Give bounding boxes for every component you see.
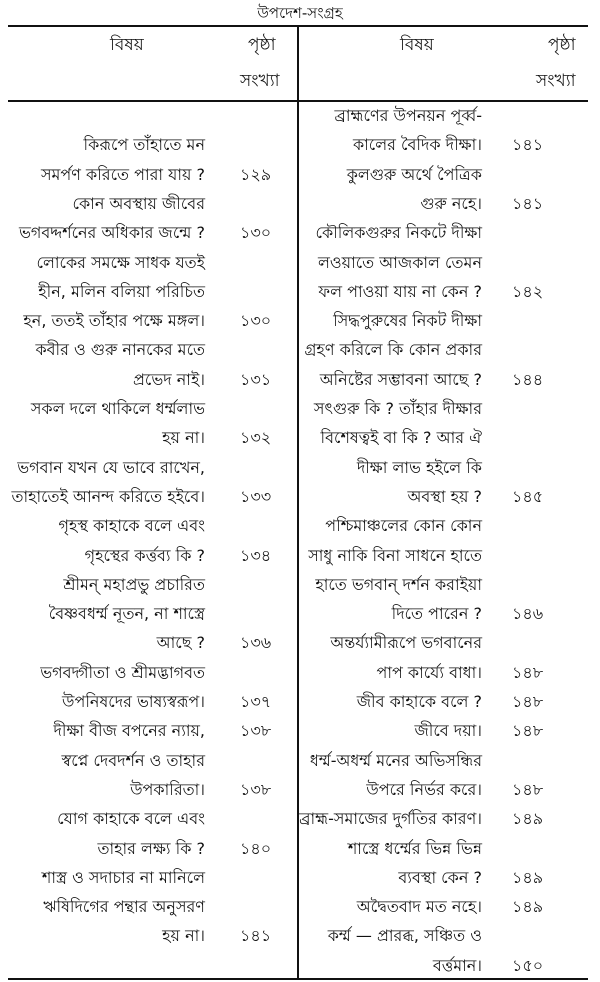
left-entry-text: লোকের সমক্ষে সাধক যতই xyxy=(36,252,205,272)
right-entry-page: ১৪৫ xyxy=(512,486,544,506)
left-entry-text: শ্রীমন্ মহাপ্রভু প্রচারিত xyxy=(63,574,205,594)
right-entry-text: বর্ত্তমান। xyxy=(432,955,482,975)
left-entry-text: গৃহস্থ কাহাকে বলে এবং xyxy=(58,516,205,536)
right-entry-text: ফল পাওয়া যায় না কেন ? xyxy=(318,281,482,301)
left-entry-text: ভগবদ্গীতা ও শ্রীমদ্ভাগবত xyxy=(40,662,205,682)
left-entry-text: যোগ কাহাকে বলে এবং xyxy=(57,809,205,829)
left-entry-page: ১৩৩ xyxy=(240,486,272,506)
left-entry-text: কবীর ও গুরু নানকের মতে xyxy=(35,340,205,360)
right-entry-page: ১৪৮ xyxy=(512,721,544,741)
right-entry-text: ব্যবস্থা কেন ? xyxy=(398,867,482,887)
right-entry-text: সিদ্ধপুরুষের নিকট দীক্ষা xyxy=(333,311,482,331)
left-entry-text: বৈষ্ণবধর্ম্ম নূতন, না শাস্ত্রে xyxy=(48,604,205,624)
right-entry-text: কুলগুরু অর্থে পৈত্রিক xyxy=(346,164,482,184)
right-entry-text: সৎগুরু কি ? তাঁহার দীক্ষার xyxy=(313,399,482,418)
right-entry-page: ১৪৯ xyxy=(512,867,544,887)
header-subject-right: বিষয় xyxy=(400,35,434,55)
left-entry-text: প্রভেদ নাই। xyxy=(132,369,205,389)
header-subject-left: বিষয় xyxy=(110,35,144,55)
left-entry-text: কোন অবস্থায় জীবের xyxy=(72,193,205,213)
header-page-right: পৃষ্ঠা xyxy=(548,35,576,55)
right-entry-text: সাধু নাকি বিনা সাধনে হাতে xyxy=(308,545,482,565)
right-entry-text: কর্ম্ম — প্রারব্ধ, সঞ্চিত ও xyxy=(327,926,482,946)
header-rule xyxy=(8,100,588,102)
left-entry-text: হয় না। xyxy=(162,428,205,448)
column-divider xyxy=(297,26,299,978)
left-entry-text: গৃহস্থের কর্ত্তব্য কি ? xyxy=(84,545,205,565)
left-entry-text: হয় না। xyxy=(162,926,205,946)
left-entry-text: হীন, মলিন বলিয়া পরিচিত xyxy=(38,281,205,301)
right-entry-text: গুরু নহে। xyxy=(420,193,482,213)
right-entry-text: লওয়াতে আজকাল তেমন xyxy=(317,252,482,272)
left-entry-text: সমর্পণ করিতে পারা যায় ? xyxy=(40,164,205,184)
right-entry-page: ১৪৬ xyxy=(512,604,544,624)
left-entry-page: ১৩০ xyxy=(240,311,272,331)
right-entry-page: ১৪৮ xyxy=(512,662,544,682)
left-entry-page: ১৩২ xyxy=(240,428,272,448)
left-entry-text: ঋষিদিগের পন্থার অনুসরণ xyxy=(43,897,205,917)
right-entry-text: উপরে নির্ভর করে। xyxy=(366,779,482,799)
left-entry-page: ১৩০ xyxy=(240,223,272,243)
left-entry-text: তাহার লক্ষ্য কি ? xyxy=(97,838,205,858)
right-entry-text: পাপ কার্য্যে বাধা। xyxy=(376,662,482,682)
left-entry-text: সকল দলে থাকিলে ধর্ম্মলাভ xyxy=(30,399,205,418)
left-entry-text: স্বপ্নে দেবদর্শন ও তাহার xyxy=(61,750,205,770)
left-entry-page: ১৩৭ xyxy=(240,692,272,711)
left-entry-page: ১৩৬ xyxy=(240,633,272,653)
right-entry-text: শাস্ত্রে ধর্ম্মের ভিন্ন ভিন্ন xyxy=(347,838,482,858)
left-entry-text: দীক্ষা বীজ বপনের ন্যায়, xyxy=(53,721,205,741)
right-entry-page: ১৪২ xyxy=(512,281,544,301)
right-entry-page: ১৪৮ xyxy=(512,779,544,799)
right-entry-page: ১৪৯ xyxy=(512,897,544,917)
header-page-right-2: সংখ্যা xyxy=(536,71,576,91)
right-entry-text: ব্রাহ্মণের উপনয়ন পূর্ব্ব- xyxy=(334,106,482,125)
left-entry-text: শাস্ত্র ও সদাচার না মানিলে xyxy=(41,867,205,887)
left-entry-page: ১৩৮ xyxy=(240,779,272,799)
page-title: উপদেশ-সংগ্রহ xyxy=(257,4,343,22)
left-entry-text: ভগবান যখন যে ভাবে রাখেন, xyxy=(17,457,205,477)
right-entry-text: অদ্বৈতবাদ মত নহে। xyxy=(356,897,482,917)
right-entry-text: দীক্ষা লাভ হইলে কি xyxy=(356,457,482,477)
left-entry-text: তাহাতেই আনন্দ করিতে হইবে। xyxy=(11,486,205,506)
left-entry-text: ভগবদ্দর্শনের অধিকার জন্মে ? xyxy=(18,223,205,243)
left-entry-text: উপনিষদের ভাষ্যস্বরূপ। xyxy=(62,692,205,711)
right-entry-text: দিতে পারেন ? xyxy=(391,604,482,624)
right-entry-text: ধর্ম্ম-অধর্ম্ম মনের অভিসন্ধির xyxy=(309,750,482,770)
right-entry-text: অনিষ্টের সম্ভাবনা আছে ? xyxy=(319,369,482,389)
left-entry-text: কিরূপে তাঁহাতে মন xyxy=(83,135,205,155)
left-entry-page: ১৩৪ xyxy=(240,545,272,565)
header-page-left: পৃষ্ঠা xyxy=(248,35,276,55)
left-entry-text: উপকারিতা। xyxy=(130,779,205,799)
header-page-left-2: সংখ্যা xyxy=(240,71,280,91)
right-entry-text: জীবে দয়া। xyxy=(414,721,482,741)
left-entry-text: আছে ? xyxy=(156,633,205,653)
right-entry-page: ১৫০ xyxy=(512,955,544,975)
right-entry-page: ১৪১ xyxy=(512,193,544,213)
right-entry-page: ১৪৮ xyxy=(512,692,544,711)
right-entry-text: হাতে ভগবান্ দর্শন করাইয়া xyxy=(315,574,482,594)
right-entry-text: অবস্থা হয় ? xyxy=(407,486,482,506)
bottom-rule xyxy=(8,978,588,980)
left-entry-page: ১৪১ xyxy=(240,926,272,946)
right-entry-text: গ্রহণ করিলে কি কোন প্রকার xyxy=(304,340,482,360)
right-entry-page: ১৪৯ xyxy=(512,809,544,829)
right-entry-text: কৌলিকগুরুর নিকটে দীক্ষা xyxy=(315,223,482,243)
right-entry-text: ব্রাহ্ম-সমাজের দুর্গতির কারণ। xyxy=(299,809,482,829)
left-entry-page: ১২৯ xyxy=(240,164,272,184)
right-entry-text: বিশেষত্বই বা কি ? আর ঐ xyxy=(320,428,482,448)
right-entry-text: কালের বৈদিক দীক্ষা। xyxy=(352,135,482,155)
right-entry-text: জীব কাহাকে বলে ? xyxy=(356,692,482,711)
right-entry-page: ১৪১ xyxy=(512,135,544,155)
left-entry-page: ১৩৮ xyxy=(240,721,272,741)
right-entry-text: পশ্চিমাঞ্চলের কোন কোন xyxy=(325,516,482,536)
left-entry-page: ১৩১ xyxy=(240,369,272,389)
right-entry-text: অন্তর্য্যামীরূপে ভগবানের xyxy=(330,633,482,653)
right-entry-page: ১৪৪ xyxy=(512,369,544,389)
left-entry-text: হন, ততই তাঁহার পক্ষে মঙ্গল। xyxy=(23,311,205,331)
left-entry-page: ১৪০ xyxy=(240,838,272,858)
